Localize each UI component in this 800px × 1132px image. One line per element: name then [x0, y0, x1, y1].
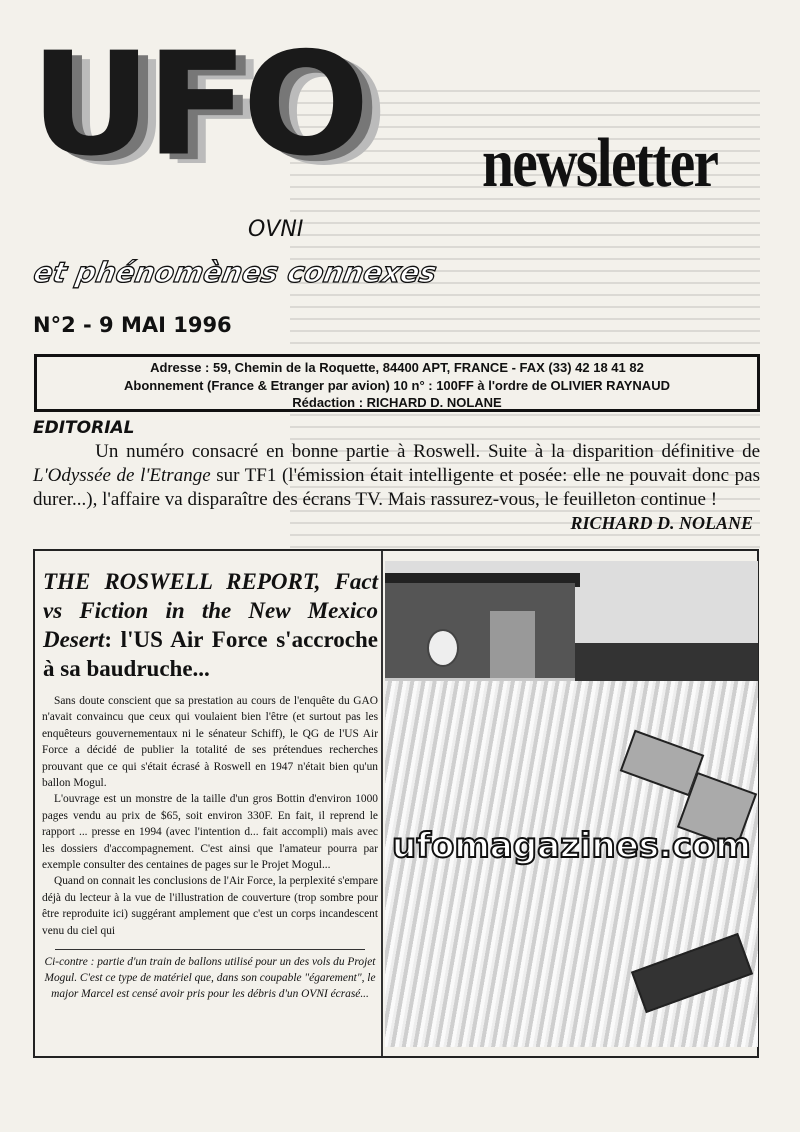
ufo-logo: UFO — [30, 22, 364, 188]
article-paragraph: L'ouvrage est un monstre de la taille d'un gros Bottin d'environ 1000 pages vendu au prix de $65, soit environ 330F. En fait, il reprend le rapport ... presse en 1994 (avec l'intention d... fait accompli) mais avec les dossiers d'accompagnement. C'est ainsi que l'amateur pourra par exemple consulter des centaines de pages sur le Projet Mogul... — [42, 793, 378, 872]
editorial-text: sur TF1 (l'émission était intelligente et posée: elle ne pouvait donc pas durer...), l'affaire va disparaître des écrans TV. Mais rassurez-vous, le feuilleton continue ! — [33, 465, 760, 510]
column-divider — [381, 551, 383, 1056]
article-paragraph: Sans doute conscient que sa prestation au cours de l'enquête du GAO n'avait convaincu que ceux qui voulaient bien l'être (et surtout pas les enquêteurs gouvernementaux ni le sénateur Schiff), le QG de l'US Air Force a décidé de publier la totalité de ses prétendues recherches prouvant que ce qui s'était écrasé à Roswell en 1947 n'était bien qu'un ballon Mogul. — [42, 695, 378, 790]
editorial-title: EDITORIAL — [33, 418, 135, 438]
headline-title: THE ROSWELL REPORT — [43, 569, 315, 594]
headline-rest: : l'US Air Force s'accroche à sa baudruche... — [43, 627, 378, 681]
issue-date: N°2 - 9 MAI 1996 — [33, 313, 232, 337]
watermark: ufomagazines.com — [392, 826, 751, 866]
mogul-balloon-photo — [385, 561, 758, 1047]
hut — [385, 583, 575, 678]
headline-sep: , — [314, 569, 335, 594]
address-box — [34, 354, 760, 412]
phenomenes-tagline: et phénomènes connexes — [31, 256, 440, 289]
editorial-signature: RICHARD D. NOLANE — [570, 513, 753, 533]
balloon — [427, 629, 459, 667]
hut-door — [490, 611, 535, 678]
distant-buildings — [575, 643, 758, 683]
editorial — [33, 440, 760, 534]
article-body — [42, 693, 378, 939]
caption-rule — [55, 949, 365, 950]
subscription-line: Abonnement (France & Etranger par avion) 10 n° : 100FF à l'ordre de OLIVIER RAYNAUD — [124, 377, 670, 393]
article-paragraph: Quand on connait les conclusions de l'Air Force, la perplexité s'empare déjà du lecteur à la vue de l'illustration de couverture (trop sombre pour être reproduite ici) suggérant amplement que c'est un corps incandescent venu du ciel qui — [42, 875, 378, 937]
ovni-tag: OVNI — [248, 217, 304, 242]
newsletter-wordmark: newsletter — [482, 125, 718, 202]
editor-line: Rédaction : RICHARD D. NOLANE — [292, 395, 502, 410]
photo-caption: Ci-contre : partie d'un train de ballons utilisé pour un des vols du Projet Mogul. C'est ce type de matériel que, dans son coupable "égarement", le major Marcel est censé avoir pris pour les débris d'un OVNI écrasé... — [44, 956, 376, 1001]
editorial-body — [33, 440, 760, 512]
headline-subtitle: Fact vs Fiction in the New Mexico Desert — [43, 569, 379, 652]
editorial-text: Un numéro consacré en bonne partie à Roswell. Suite à la disparition définitive de — [95, 441, 760, 462]
article-headline — [43, 567, 378, 683]
article-column — [42, 567, 378, 1002]
article-box — [33, 549, 759, 1058]
address-line: Adresse : 59, Chemin de la Roquette, 84400 APT, FRANCE - FAX (33) 42 18 41 82 — [150, 360, 644, 375]
editorial-show-title: L'Odyssée de l'Etrange — [33, 465, 211, 486]
